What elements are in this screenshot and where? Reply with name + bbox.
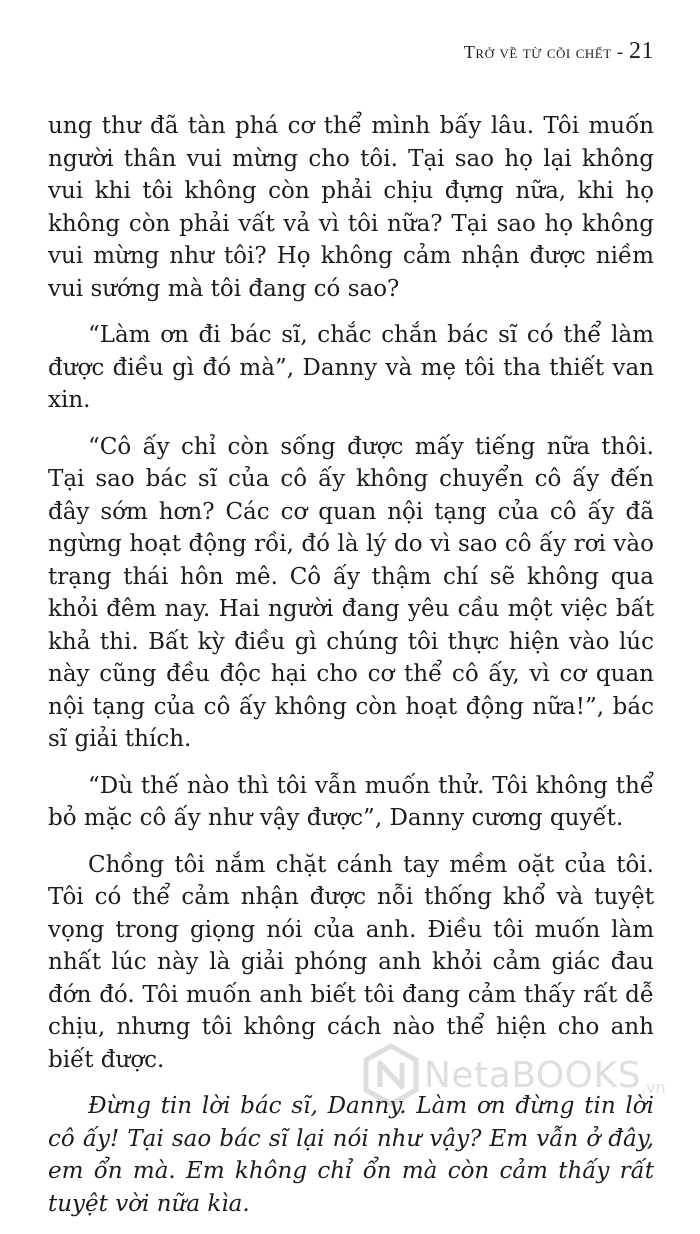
paragraph-1: ung thư đã tàn phá cơ thể mình bấy lâu. Tôi muốn người thân vui mừng cho tôi. Tại sao họ lại không vui khi tôi không còn phải chịu đựng nữa, khi họ không còn phải vất vả vì tôi nữa? Tại sao họ không vui mừng như tôi? Họ không cảm nhận được niềm vui sướng mà tôi đang có sao?: [48, 113, 654, 302]
paragraph-4: “Dù thế nào thì tôi vẫn muốn thử. Tôi không thể bỏ mặc cô ấy như vậy được”, Danny cương quyết.: [48, 772, 654, 831]
neta-n-hexagon-icon: [362, 1043, 420, 1107]
paragraph-6-italic: Đừng tin lời bác sĩ, Danny. Làm ơn đừng tin lời cô ấy! Tại sao bác sĩ lại nói như vậy? Em vẫn ở đây, em ổn mà. Em không chỉ ổn mà còn cảm thấy rất tuyệt vời nữa kìa.: [48, 1093, 654, 1217]
watermark-brand: NetaBOOKS: [424, 1054, 641, 1096]
watermark-suffix: .vn: [640, 1078, 666, 1097]
page-number: 21: [629, 38, 654, 64]
header-separator: -: [611, 42, 629, 63]
paragraph-3: “Cô ấy chỉ còn sống được mấy tiếng nữa thôi. Tại sao bác sĩ của cô ấy không chuyển cô ấy đến đây sớm hơn? Các cơ quan nội tạng của cô ấy đã ngừng hoạt động rồi, đó là lý do vì sao cô ấy rơi vào trạng thái hôn mê. Cô ấy thậm chí sẽ không qua khỏi đêm nay. Hai người đang yêu cầu một việc bất khả thi. Bất kỳ điều gì chúng tôi thực hiện vào lúc này cũng đều độc hại cho cơ thể cô ấy, vì cơ quan nội tạng của cô ấy không còn hoạt động nữa!”, bác sĩ giải thích.: [48, 433, 654, 752]
paragraph-2: “Làm ơn đi bác sĩ, chắc chắn bác sĩ có thể làm được điều gì đó mà”, Danny và mẹ tôi tha thiết van xin.: [48, 322, 654, 413]
running-title: Trở về từ cõi chết: [463, 42, 612, 62]
watermark: [362, 1043, 666, 1107]
paragraph-5: Chồng tôi nắm chặt cánh tay mềm oặt của tôi. Tôi có thể cảm nhận được nỗi thống khổ và tuyệt vọng trong giọng nói của anh. Điều tôi muốn làm nhất lúc này là giải phóng anh khỏi cảm giác đau đớn đó. Tôi muốn anh biết tôi đang cảm thấy rất dễ chịu, nhưng tôi không cách nào thể hiện cho anh biết được.: [48, 851, 654, 1073]
running-header: [464, 38, 654, 65]
